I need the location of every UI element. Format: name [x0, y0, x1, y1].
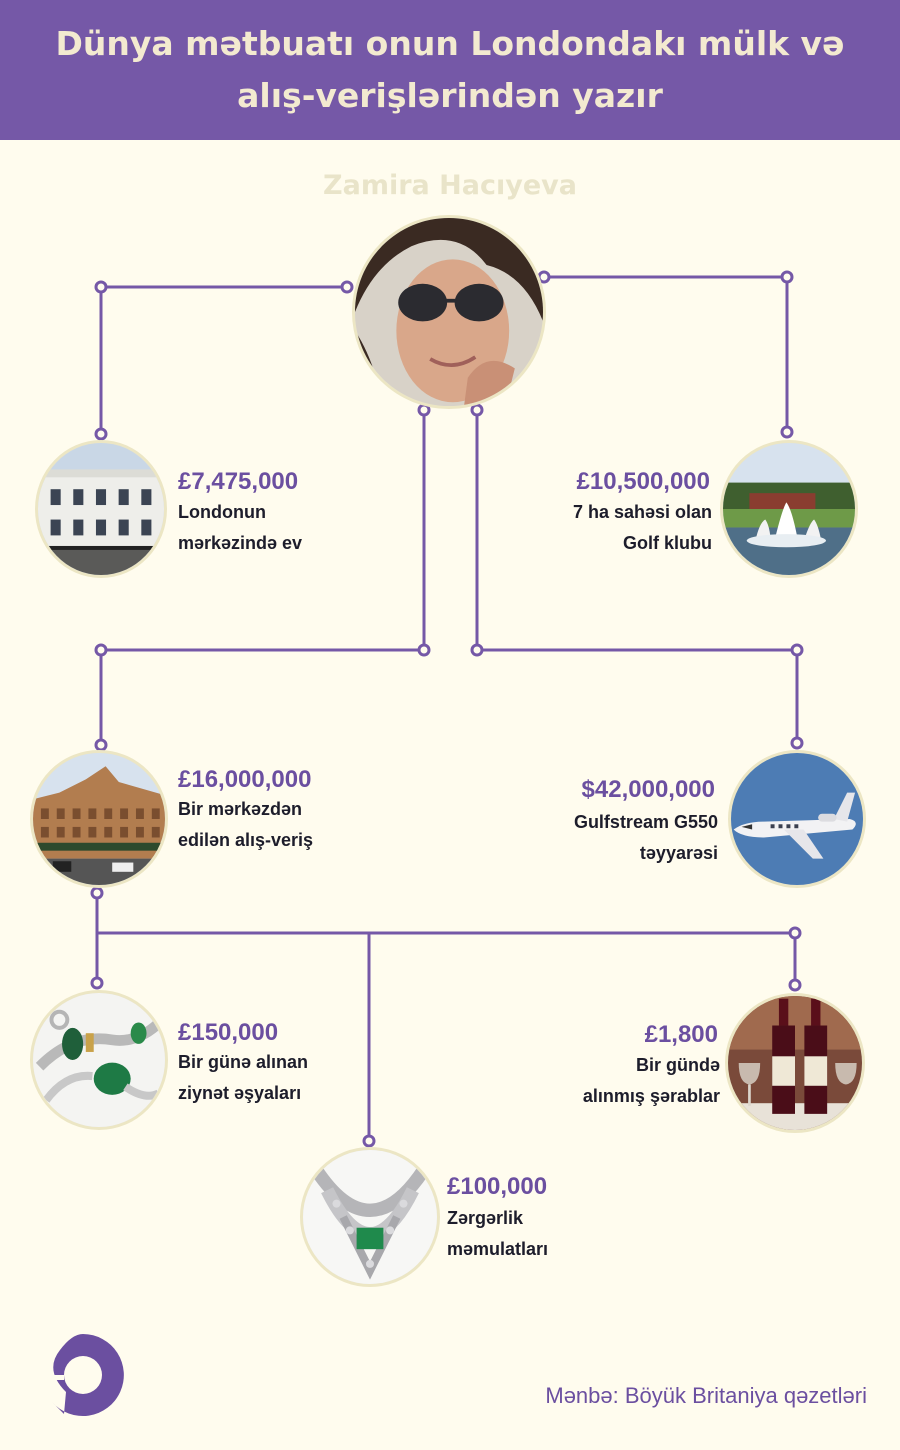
wine-bottles-photo	[725, 993, 865, 1133]
price-bracelet: £150,000	[178, 1019, 279, 1046]
golf-club-photo	[720, 440, 858, 578]
desc-bracelet-line2: ziynət əşyaları	[178, 1083, 302, 1103]
price-store: £16,000,000	[178, 766, 312, 793]
department-store-photo	[30, 750, 168, 888]
person-photo	[352, 215, 546, 409]
desc-store-line1: Bir mərkəzdən	[178, 799, 303, 819]
page-title: Dünya mətbuatı onun Londondakı mülk və alış-verişlərindən yazır	[55, 24, 845, 115]
desc-jet-line1: Gulfstream G550	[573, 812, 718, 832]
brand-logo-icon	[38, 1330, 128, 1420]
person-name: Zamira Hacıyeva	[323, 170, 577, 201]
price-golf: £10,500,000	[576, 468, 710, 495]
desc-golf-line2: Golf klubu	[623, 533, 712, 553]
desc-jet-line2: təyyarəsi	[639, 843, 718, 863]
price-house: £7,475,000	[178, 468, 299, 495]
desc-necklace-line2: məmulatları	[447, 1239, 549, 1259]
desc-house-line1: Londonun	[178, 502, 266, 522]
desc-wine-line1: Bir gündə	[636, 1055, 720, 1075]
source-note: Mənbə: Böyük Britaniya qəzetləri	[545, 1383, 867, 1408]
desc-bracelet-line1: Bir günə alınan	[178, 1052, 309, 1072]
jet-plane-photo	[728, 750, 866, 888]
desc-wine-line2: alınmış şərablar	[582, 1086, 720, 1106]
townhouse-photo	[35, 440, 167, 578]
price-necklace: £100,000	[447, 1173, 548, 1200]
price-jet: $42,000,000	[581, 776, 715, 803]
desc-necklace-line1: Zərgərlik	[447, 1208, 524, 1228]
desc-house-line2: mərkəzində ev	[178, 533, 303, 553]
desc-golf-line1: 7 ha sahəsi olan	[572, 502, 712, 522]
price-wine: £1,800	[644, 1021, 718, 1048]
desc-store-line2: edilən alış-veriş	[178, 830, 314, 850]
necklace-photo	[300, 1147, 440, 1287]
bracelet-photo	[30, 990, 168, 1130]
